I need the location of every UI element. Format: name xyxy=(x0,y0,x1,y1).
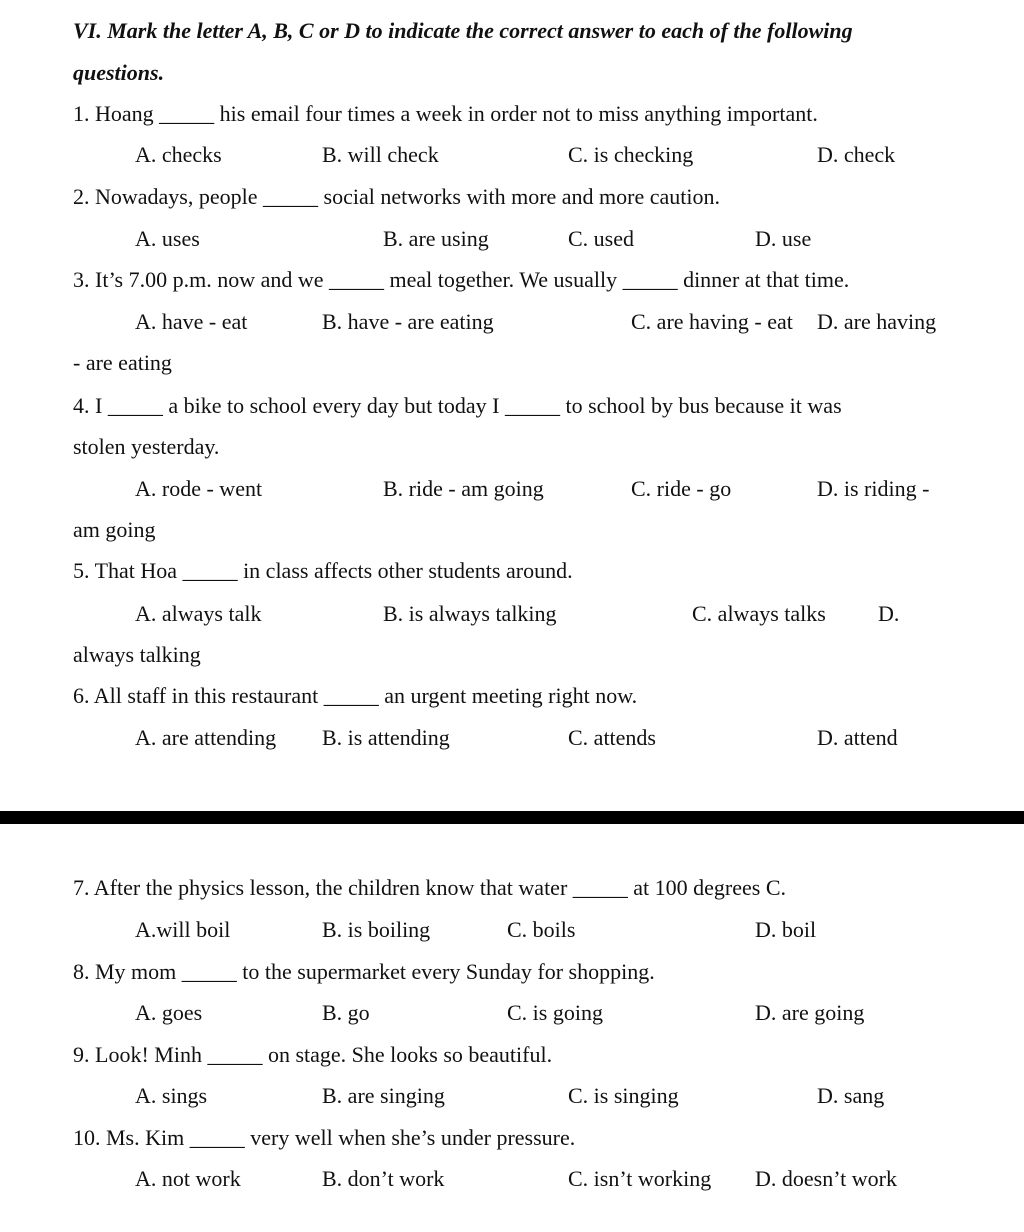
q9-option-c: C. is singing xyxy=(568,1083,679,1108)
q2-option-d: D. use xyxy=(755,226,812,251)
q3-option-c: C. are having - eat xyxy=(631,309,793,334)
q6-option-a: A. are attending xyxy=(135,725,277,750)
question-2-stem: 2. Nowadays, people _____ social networks with more and more caution. xyxy=(73,184,721,209)
question-10-stem: 10. Ms. Kim _____ very well when she’s under pressure. xyxy=(73,1125,576,1150)
question-3-stem: 3. It’s 7.00 p.m. now and we _____ meal together. We usually _____ dinner at that time. xyxy=(73,267,850,292)
q5-option-c: C. always talks xyxy=(692,601,826,626)
q9-option-b: B. are singing xyxy=(322,1083,445,1108)
question-1-stem: 1. Hoang _____ his email four times a week in order not to miss anything important. xyxy=(73,101,818,126)
q4-option-a: A. rode - went xyxy=(135,476,263,501)
q10-option-d: D. doesn’t work xyxy=(755,1166,897,1191)
question-5-stem: 5. That Hoa _____ in class affects other students around. xyxy=(73,558,573,583)
q5-option-a: A. always talk xyxy=(135,601,262,626)
q1-option-d: D. check xyxy=(817,142,896,167)
q3-option-a: A. have - eat xyxy=(135,309,248,334)
section-heading-continued: questions. xyxy=(73,60,165,85)
q3-option-d: D. are having xyxy=(817,309,937,334)
q6-option-c: C. attends xyxy=(568,725,656,750)
question-4-stem-continued: stolen yesterday. xyxy=(73,434,220,459)
q8-option-a: A. goes xyxy=(135,1000,203,1025)
q8-option-b: B. go xyxy=(322,1000,370,1025)
q2-option-c: C. used xyxy=(568,226,634,251)
page-break-divider xyxy=(0,811,1024,824)
q3-option-b: B. have - are eating xyxy=(322,309,494,334)
q8-option-c: C. is going xyxy=(507,1000,603,1025)
q5-option-d: D. xyxy=(878,601,900,626)
q2-option-a: A. uses xyxy=(135,226,200,251)
q9-option-d: D. sang xyxy=(817,1083,885,1108)
q4-option-d-wrap: am going xyxy=(73,517,156,542)
q6-option-b: B. is attending xyxy=(322,725,450,750)
q5-option-d-wrap: always talking xyxy=(73,642,201,667)
q4-option-c: C. ride - go xyxy=(631,476,732,501)
question-7-stem: 7. After the physics lesson, the children know that water _____ at 100 degrees C. xyxy=(73,875,787,900)
q10-option-c: C. isn’t working xyxy=(568,1166,712,1191)
q3-option-d-wrap: - are eating xyxy=(73,350,172,375)
question-4-stem: 4. I _____ a bike to school every day but today I _____ to school by bus because it was xyxy=(73,393,842,418)
q6-option-d: D. attend xyxy=(817,725,898,750)
question-8-stem: 8. My mom _____ to the supermarket every Sunday for shopping. xyxy=(73,959,655,984)
q7-option-c: C. boils xyxy=(507,917,576,942)
q1-option-c: C. is checking xyxy=(568,142,694,167)
q5-option-b: B. is always talking xyxy=(383,601,557,626)
question-6-stem: 6. All staff in this restaurant _____ an urgent meeting right now. xyxy=(73,683,638,708)
q8-option-d: D. are going xyxy=(755,1000,865,1025)
q7-option-a: A.will boil xyxy=(135,917,231,942)
section-heading: VI. Mark the letter A, B, C or D to indicate the correct answer to each of the following xyxy=(73,18,853,43)
q4-option-b: B. ride - am going xyxy=(383,476,544,501)
q4-option-d: D. is riding - xyxy=(817,476,930,501)
q1-option-a: A. checks xyxy=(135,142,222,167)
q2-option-b: B. are using xyxy=(383,226,489,251)
q7-option-d: D. boil xyxy=(755,917,817,942)
q1-option-b: B. will check xyxy=(322,142,439,167)
q10-option-a: A. not work xyxy=(135,1166,241,1191)
q7-option-b: B. is boiling xyxy=(322,917,431,942)
question-9-stem: 9. Look! Minh _____ on stage. She looks so beautiful. xyxy=(73,1042,553,1067)
q10-option-b: B. don’t work xyxy=(322,1166,445,1191)
q9-option-a: A. sings xyxy=(135,1083,208,1108)
